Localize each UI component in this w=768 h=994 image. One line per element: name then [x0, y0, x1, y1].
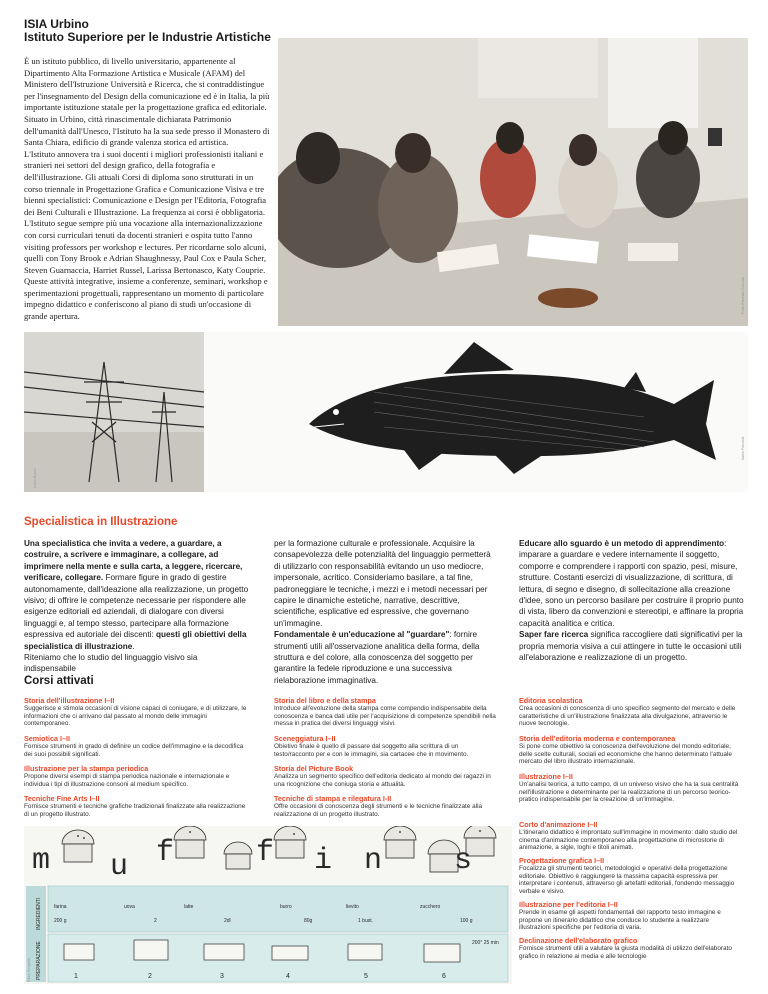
- muffins-letter: m: [32, 844, 51, 878]
- muffins-illustration: [24, 826, 512, 984]
- specialistica-col-1: [24, 538, 249, 675]
- photo-credit: Foto Ernesto Ciccotti: [740, 276, 745, 314]
- course-item: [519, 696, 741, 728]
- muffins-letter: s: [454, 844, 473, 878]
- course-item: [519, 734, 741, 766]
- muffins-step-number: 3: [220, 973, 224, 980]
- course-title: Illustrazione I–II: [519, 772, 573, 781]
- specialistica-text: Riteniamo che lo studio del linguaggio visivo sia indispensabile: [24, 653, 198, 674]
- muffins-ingredient-name: burro: [280, 904, 292, 910]
- muffins-drawing: [24, 826, 512, 984]
- muffins-ingredient-qty: 80g: [304, 918, 313, 924]
- classroom-photo: [278, 38, 748, 326]
- course-text: Propone diversi esempi di stampa periodica nazionale e internazionale e individua i tipi di illustrazione consoni al medium specifico.: [24, 773, 230, 788]
- intro-paragraph: Situato in Urbino, città rinascimentale dichiarata Patrimonio dell'umanità dall'Unesco, l'Istituto ha la sua sede presso il Monastero di Santa Chiara, edificio di grande valenza storica ed artistica.: [24, 113, 270, 148]
- muffins-letter: f: [156, 836, 175, 870]
- course-text: Analizza un segmento specifico dell'editoria dedicato al mondo dei ragazzi in una ricognizione che coniuga storia e attualità.: [274, 773, 491, 788]
- muffins-ingredient-qty: 2dl: [224, 918, 231, 924]
- course-item: [24, 794, 249, 818]
- specialistica-text: per la formazione culturale e professionale. Acquisire la consapevolezza delle potenzialità del linguaggio permetterà di utilizzarlo con responsabilità evitando un uso mediocre, impersonale, acritico. Consideriamo basilare, a tal fine, padroneggiare le tecniche, i mezzi e i metodi necessari per capire le dinamiche estetiche, narrative, descrittive, scientifiche, esplicative ed espressive, che governano un'immagine.: [274, 539, 491, 628]
- muffins-ingredient-name: latte: [184, 904, 194, 910]
- course-text: Fornisce strumenti e tecniche grafiche tradizionali finalizzate alla realizzazione di un progetto illustrato.: [24, 803, 246, 818]
- muffins-letter: i: [314, 844, 333, 878]
- muffins-ingredient-qty: 200 g: [54, 918, 67, 924]
- illustration-fish-pylon: [24, 332, 748, 492]
- muffins-letter: n: [364, 844, 383, 878]
- specialistica-text: .: [132, 641, 135, 651]
- course-item: [274, 764, 499, 788]
- course-text: Crea occasioni di conoscenza di uno specifico segmento del mercato e delle caratteristiche di un'illustrazione finalizzata alla divulgazione, attraverso le nuove tecnologie.: [519, 705, 736, 728]
- course-title: Editoria scolastica: [519, 696, 583, 705]
- course-text: Introduce all'evoluzione della stampa come compendio indispensabile della conoscenza e banca dati utile per l'acquisizione di competenze spendibili nella messa in pratica dei diversi linguaggi visivi.: [274, 705, 496, 728]
- course-title: Storia del Picture Book: [274, 764, 354, 773]
- fish-credit: Ilaria Faccioli: [740, 436, 745, 460]
- specialistica-lead: Una specialistica che invita a vedere, a guardare, a costruire, a scrivere e immaginare, a collegare, ad imprimere nella mente e sulla carta, a leggere, ricercare, verificare, collegare.: [24, 539, 243, 583]
- specialistica-objectives: questi gli obiettivi della specialistica di illustrazione: [24, 630, 247, 651]
- muffins-step-number: 5: [364, 973, 368, 980]
- muffins-step-number: 2: [148, 973, 152, 980]
- course-text: L'itinerario didattico è improntato sull'immagine in movimento: dallo studio del cinema d'animazione contemporaneo alla progettazione di microstorie di animazione, a sigle, loghi e titoli animati.: [519, 829, 738, 852]
- course-item: [24, 764, 249, 788]
- muffins-letter: f: [256, 836, 275, 870]
- course-title: Storia dell'editoria moderna e contemporanea: [519, 734, 676, 743]
- fish-illustration: [24, 332, 748, 492]
- course-title: Illustrazione per la stampa periodica: [24, 764, 149, 773]
- muffins-ingredient-qty: 1 bust.: [358, 918, 374, 924]
- specialistica-emphasis: Saper fare ricerca: [519, 630, 589, 640]
- muffins-ingredient-qty: 2: [154, 918, 157, 924]
- course-text: Si pone come obiettivo la conoscenza dell'evoluzione del mondo editoriale, delle scelte culturali, sociali ed economiche che hanno determinato l'attuale mercato del libro illustrato internazionale.: [519, 743, 732, 766]
- intro-paragraph: L'Istituto annovera tra i suoi docenti i migliori professionisti italiani e stranieri nei settori del design grafico, della fotografia e dell'illustrazione. Gli attuali Corsi di diploma sono strutturati in un corso triennale in Progettazione Grafica e Comunicazione Visiva e tre bienni specialistici: Comunicazione e Design per l'Editoria, Fotografia dei Beni Culturali e Illustrazione. La frequenza ai corsi è obbligatoria. L'Istituto segue sempre più una vocazione alla internazionalizzazione con corsi curriculari tenuti da docenti stranieri e ospita tutto l'anno visiting professors per workshop e lectures. Per ricordarne solo alcuni, quelli con Tony Brook e Adrian Shaughnessy, Paul Cox e Paula Scher, Steven Guarnaccia, Harriet Russel, Larissa Bertonasco, Katy Couprie. Queste attività integrative, insieme a conferenze, seminari, workshop e sperimentazioni progettuali, rappresentano un momento di particolare impegno didattico e conferiscono al piano di studi un'occasione di grande apertura.: [24, 148, 268, 322]
- course-text: Offre occasioni di conoscenza degli strumenti e le tecniche finalizzate alla realizzazione di un progetto illustrato.: [274, 803, 483, 818]
- course-text: Fornisce strumenti utili a valutare la giusta modalità di utilizzo dell'elaborato grafico in relazione ai media e alle tecnologie: [519, 945, 732, 960]
- specialistica-emphasis: Fondamentale è un'educazione al "guardare": [274, 630, 450, 640]
- course-title: Sceneggiatura I–II: [274, 734, 336, 743]
- specialistica-col-2: [274, 538, 499, 686]
- course-text: Prende in esame gli aspetti fondamentali del rapporto testo immagine e propone un itinerario didattico che conduce lo studente a realizzare illustrazioni specifiche per l'editoria di varia.: [519, 909, 721, 932]
- specialistica-text: Formare figure in grado di gestire autonomamente, dall'ideazione alla realizzazione, un progetto visivo; di offrire le competenze necessarie per rispondere alle esigenze editoriali ed aziendali, di dialogare con diversi linguaggi e, al tempo stesso, partecipare alla formazione espressiva ed autoriale dei discenti:: [24, 573, 249, 640]
- course-item: [519, 900, 741, 932]
- muffins-step-number: 4: [286, 973, 290, 980]
- header-subtitle: Istituto Superiore per le Industrie Artistiche: [24, 30, 271, 44]
- course-text: Suggerisce e stimola occasioni di visione capaci di coniugare, e di utilizzare, le informazioni che ci arrivano dal passato al mondo delle immagini contemporaneo.: [24, 705, 247, 728]
- course-item: [24, 734, 249, 758]
- course-title: Tecniche di stampa e rilegatura I-II: [274, 794, 392, 803]
- course-item: [519, 856, 741, 895]
- intro-paragraph: È un istituto pubblico, di livello universitario, appartenente al Dipartimento Alta Formazione Artistica e Musicale (AFAM) del Ministero dell'Istruzione Università e Ricerca, che si contraddistingue per l'insegnamento del Design della comunicazione ed è in Italia, la più importante istituzione statale per la progettazione grafica ed editoriale.: [24, 56, 270, 113]
- muffins-side-label-2: PREPARAZIONE: [36, 941, 42, 980]
- course-title: Progettazione grafica I–II: [519, 856, 605, 865]
- course-item: [519, 820, 741, 852]
- course-item: [519, 936, 741, 960]
- specialistica-emphasis: Educare allo sguardo è un metodo di apprendimento: [519, 539, 725, 548]
- course-item: [274, 696, 499, 728]
- course-item: [274, 734, 499, 758]
- pylon-credit: Luca Bucci: [32, 468, 37, 488]
- muffins-oven: 200° 25 min: [472, 940, 499, 946]
- classroom-photo-illustration: [278, 38, 748, 326]
- course-item: [274, 794, 499, 818]
- specialistica-col-3: [519, 538, 744, 663]
- course-title: Tecniche Fine Arts I–II: [24, 794, 100, 803]
- muffins-ingredient-name: farina: [54, 904, 67, 910]
- page-header: [24, 18, 271, 44]
- corsi-title: Corsi attivati: [24, 675, 94, 687]
- header-title: ISIA Urbino: [24, 17, 89, 31]
- course-title: Corto d'animazione I–II: [519, 820, 598, 829]
- specialistica-text: significa raccogliere dati significativi per la propria memoria visiva a cui attingere in tutte le occasioni utili all'elaborazione e realizzazione di un progetto.: [519, 630, 743, 663]
- muffins-ingredient-name: uova: [124, 904, 135, 910]
- muffins-credit: Elisa Scopelli: [26, 958, 31, 982]
- muffins-step-number: 1: [74, 973, 78, 980]
- course-item: [24, 696, 249, 728]
- course-text: Obietivo finale è quello di passare dal soggetto alla scrittura di un testo/racconto per e con le immagini, sia cartacee che in movimento.: [274, 743, 469, 758]
- course-title: Illustrazione per l'editoria I–II: [519, 900, 618, 909]
- muffins-side-label: INGREDIENTI: [36, 897, 42, 930]
- course-item: [519, 772, 741, 804]
- muffins-letter: u: [110, 850, 129, 884]
- course-text: Fornisce strumenti in grado di definire un codice dell'immagine e la decodifica dei suoi possibili significati.: [24, 743, 244, 758]
- specialistica-text: : imparare a guardare e vedere internamente il soggetto, comporre e comprendere i rapporti con spazio, pesi, misure, strutture. Costanti esercizi di visualizzazione, di scrittura, di lettura, di segno e disegno, di sollecitazione alla creazione d'idee, sono un percorso basilare per costruire il proprio punto di vista, libero da convenzioni e stereotipi, e affinare la propria capacità analitica e critica.: [519, 539, 744, 628]
- course-title: Declinazione dell'elaborato grafico: [519, 936, 638, 945]
- course-text: Un'analisi teorica, a tutto campo, di un universo visivo che ha la sua centralità nell'illustrazione e determinante per la realizzazione di un percorso teorico-pratico indispensabile per la creazione di un'immagine.: [519, 781, 739, 804]
- muffins-ingredient-qty: 100 g: [460, 918, 473, 924]
- course-title: Semiotica I–II: [24, 734, 70, 743]
- course-text: Focalizza gli strumenti teorici, metodologici e operativi della progettazione editoriale. Obiettivo è raggiungere la massima capacità espressiva per interpretare i contenuti, attraverso gli artefatti editoriali, fondendo messaggio verbale e visivo.: [519, 865, 735, 895]
- muffins-ingredient-name: zucchero: [420, 904, 441, 910]
- muffins-ingredient-name: lievito: [346, 904, 359, 910]
- specialistica-text: : fornire strumenti utili all'osservazione analitica della forma, della struttura e del colore, alla conoscenza del soggetto per garantire la fedele riproduzione e una successiva rielaborazione immaginativa.: [274, 630, 480, 685]
- muffins-step-number: 6: [442, 973, 446, 980]
- course-title: Storia del libro e della stampa: [274, 696, 376, 705]
- intro-text: [24, 56, 274, 323]
- course-title: Storia dell'illustrazione I–II: [24, 696, 115, 705]
- specialistica-title: Specialistica in Illustrazione: [24, 516, 178, 528]
